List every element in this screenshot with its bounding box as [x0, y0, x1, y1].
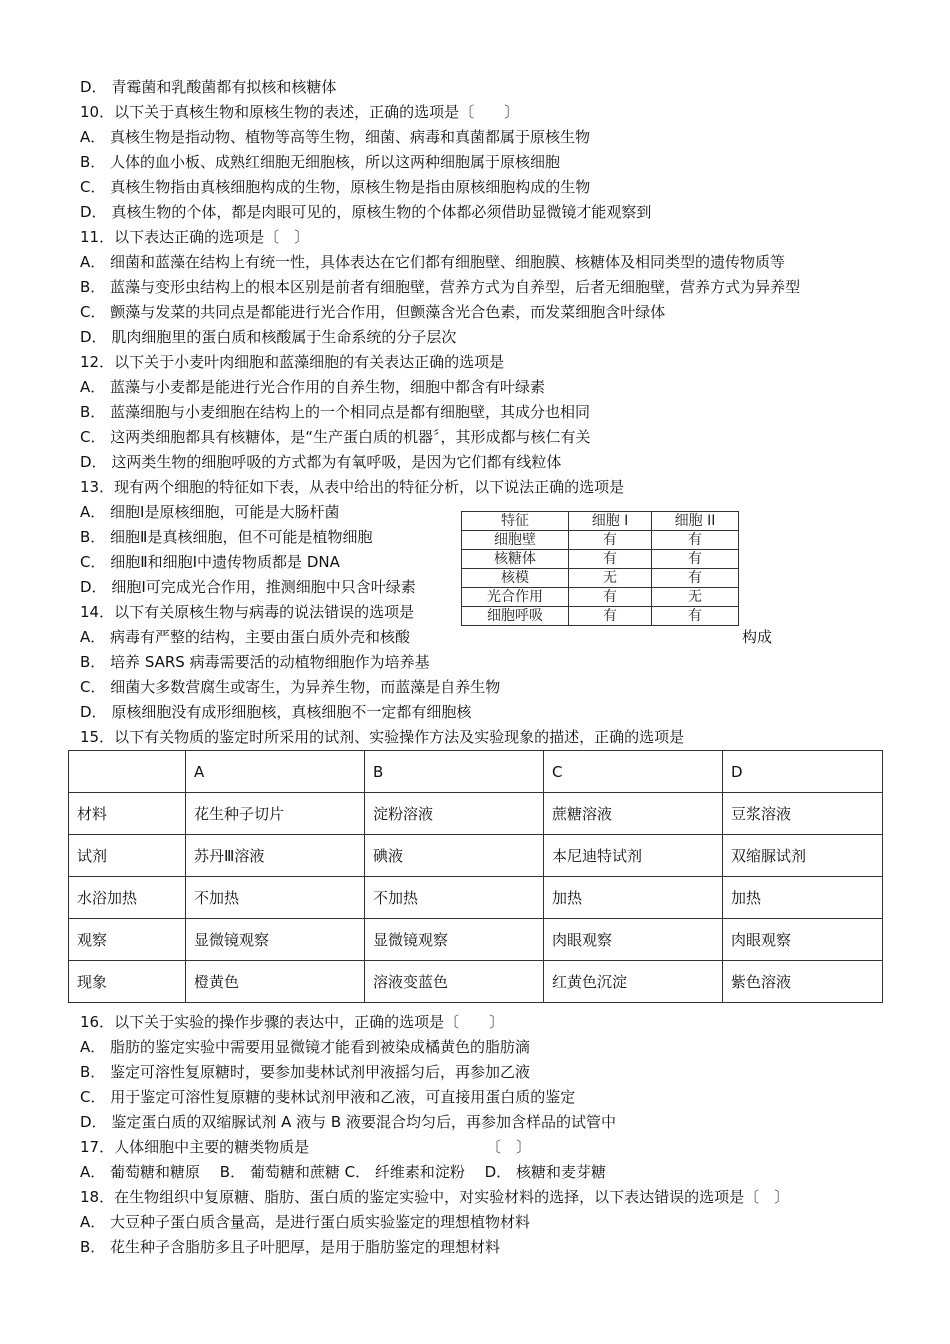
table-cell: 本尼迪特试剂 — [544, 835, 723, 877]
q18-option-a: A． 大豆种子蛋白质含量高，是进行蛋白质实验鉴定的理想植物材料 — [80, 1213, 531, 1231]
table-row — [462, 531, 739, 550]
q12-option-c: C． 这两类细胞都具有核糖体，是“生产蛋白质的机器〞，其形成都与核仁有关 — [80, 428, 591, 446]
reagent-test-table — [68, 750, 883, 1003]
table-cell: 花生种子切片 — [186, 793, 365, 835]
q18-stem: 18．在生物组织中复原糖、脂肪、蛋白质的鉴定实验中，对实验材料的选择，以下表达错误的选项是〔 〕 — [80, 1188, 790, 1206]
q12-option-b: B． 蓝藻细胞与小麦细胞在结构上的一个相同点是都有细胞壁，其成分也相同 — [80, 403, 591, 421]
q11-stem: 11．以下表达正确的选项是〔 〕 — [80, 228, 310, 246]
q10-option-a: A． 真核生物是指动物、植物等高等生物，细菌、病毒和真菌都属于原核生物 — [80, 128, 591, 146]
table-cell: 苏丹Ⅲ溶液 — [186, 835, 365, 877]
q13-stem: 13．现有两个细胞的特征如下表，从表中给出的特征分析，以下说法正确的选项是 — [80, 478, 625, 496]
table-cell: 核模 — [462, 569, 569, 588]
table-header-cell — [69, 751, 186, 793]
table-header-cell: B — [365, 751, 544, 793]
q17-stem: 17．人体细胞中主要的糖类物质是 — [80, 1138, 310, 1156]
q17-options: A． 葡萄糖和糖原 B． 葡萄糖和蔗糖 C． 纤维素和淀粉 D． 核糖和麦芽糖 — [80, 1163, 606, 1181]
table-cell: 有 — [569, 607, 652, 626]
table-cell: 蔗糖溶液 — [544, 793, 723, 835]
q13-option-c: C． 细胞Ⅱ和细胞Ⅰ中遗传物质都是 DNA — [80, 553, 340, 571]
table-cell: 有 — [652, 531, 739, 550]
table-cell: 不加热 — [186, 877, 365, 919]
table-row — [462, 569, 739, 588]
q14-option-b: B． 培养 SARS 病毒需要活的动植物细胞作为培养基 — [80, 653, 430, 671]
table-cell: 有 — [569, 550, 652, 569]
table-cell: 紫色溶液 — [723, 961, 883, 1003]
table-cell: 光合作用 — [462, 588, 569, 607]
table-cell: 有 — [569, 531, 652, 550]
table-cell: 红黄色沉淀 — [544, 961, 723, 1003]
q16-option-b: B． 鉴定可溶性复原糖时，要参加斐林试剂甲液摇匀后，再参加乙液 — [80, 1063, 531, 1081]
table-header-cell: A — [186, 751, 365, 793]
q13-option-b: B． 细胞Ⅱ是真核细胞，但不可能是植物细胞 — [80, 528, 373, 546]
q13-option-a: A． 细胞Ⅰ是原核细胞，可能是大肠杆菌 — [80, 503, 340, 521]
table-cell: 水浴加热 — [69, 877, 186, 919]
q11-option-b: B． 蓝藻与变形虫结构上的根本区别是前者有细胞壁，营养方式为自养型，后者无细胞壁，营养方式为异养型 — [80, 278, 801, 296]
table-cell: 观察 — [69, 919, 186, 961]
table-row — [462, 550, 739, 569]
table-row — [462, 588, 739, 607]
table-row — [69, 835, 883, 877]
q12-stem: 12．以下关于小麦叶肉细胞和蓝藻细胞的有关表达正确的选项是 — [80, 353, 505, 371]
table-header-cell: 特征 — [462, 512, 569, 531]
table-cell: 加热 — [723, 877, 883, 919]
table-header-cell: 细胞 I — [569, 512, 652, 531]
table-cell: 有 — [652, 550, 739, 569]
table-header-cell: 细胞 II — [652, 512, 739, 531]
table-cell: 豆浆溶液 — [723, 793, 883, 835]
q14-option-d: D． 原核细胞没有成形细胞核，真核细胞不一定都有细胞核 — [80, 703, 472, 721]
table-header-cell: D — [723, 751, 883, 793]
table-cell: 无 — [569, 569, 652, 588]
table-header-row — [462, 512, 739, 531]
q10-option-d: D． 真核生物的个体，都是肉眼可见的，原核生物的个体都必须借助显微镜才能观察到 — [80, 203, 652, 221]
table-cell: 核糖体 — [462, 550, 569, 569]
q14-option-a: A． 病毒有严整的结构，主要由蛋白质外壳和核酸 — [80, 628, 411, 646]
table-cell: 加热 — [544, 877, 723, 919]
table-cell: 橙黄色 — [186, 961, 365, 1003]
q11-option-c: C． 颤藻与发菜的共同点是都能进行光合作用，但颤藻含光合色素，而发菜细胞含叶绿体 — [80, 303, 666, 321]
table-cell: 肉眼观察 — [723, 919, 883, 961]
q12-option-a: A． 蓝藻与小麦都是能进行光合作用的自养生物，细胞中都含有叶绿素 — [80, 378, 546, 396]
cell-features-table — [461, 511, 739, 626]
table-cell: 细胞呼吸 — [462, 607, 569, 626]
table-row — [69, 961, 883, 1003]
q10-stem: 10．以下关于真核生物和原核生物的表述，正确的选项是〔 〕 — [80, 103, 520, 121]
table-cell: 细胞壁 — [462, 531, 569, 550]
q16-option-d: D． 鉴定蛋白质的双缩脲试剂 A 液与 B 液要混合均匀后，再参加含样品的试管中 — [80, 1113, 616, 1131]
q10-option-b: B． 人体的血小板、成熟红细胞无细胞核，所以这两种细胞属于原核细胞 — [80, 153, 561, 171]
q18-option-b: B． 花生种子含脂肪多且子叶肥厚，是用于脂肪鉴定的理想材料 — [80, 1238, 501, 1256]
table-cell: 淀粉溶液 — [365, 793, 544, 835]
q16-stem: 16．以下关于实验的操作步骤的表达中，正确的选项是〔 〕 — [80, 1013, 505, 1031]
table-cell: 现象 — [69, 961, 186, 1003]
table-cell: 无 — [652, 588, 739, 607]
q9-option-d: D． 青霉菌和乳酸菌都有拟核和核糖体 — [80, 78, 337, 96]
table-row — [69, 877, 883, 919]
q14-option-c: C． 细菌大多数营腐生或寄生，为异养生物，而蓝藻是自养生物 — [80, 678, 501, 696]
table-cell: 不加热 — [365, 877, 544, 919]
table-cell: 碘液 — [365, 835, 544, 877]
q12-option-d: D． 这两类生物的细胞呼吸的方式都为有氧呼吸，是因为它们都有线粒体 — [80, 453, 562, 471]
table-row — [69, 793, 883, 835]
q16-option-c: C． 用于鉴定可溶性复原糖的斐林试剂甲液和乙液，可直接用蛋白质的鉴定 — [80, 1088, 576, 1106]
table-cell: 试剂 — [69, 835, 186, 877]
q10-option-c: C． 真核生物指由真核细胞构成的生物，原核生物是指由原核细胞构成的生物 — [80, 178, 591, 196]
q15-stem: 15．以下有关物质的鉴定时所采用的试剂、实验操作方法及实验现象的描述，正确的选项是 — [80, 728, 685, 746]
q17-answer-bracket: 〔 〕 — [486, 1138, 532, 1156]
q16-option-a: A． 脂肪的鉴定实验中需要用显微镜才能看到被染成橘黄色的脂肪滴 — [80, 1038, 531, 1056]
table-header-row — [69, 751, 883, 793]
table-cell: 有 — [652, 569, 739, 588]
table-row — [462, 607, 739, 626]
table-cell: 材料 — [69, 793, 186, 835]
table-cell: 溶液变蓝色 — [365, 961, 544, 1003]
q11-option-a: A． 细菌和蓝藻在结构上有统一性，具体表达在它们都有细胞壁、细胞膜、核糖体及相同类型的遗传物质等 — [80, 253, 786, 271]
q14-option-a-tail: 构成 — [742, 628, 773, 646]
q14-stem: 14．以下有关原核生物与病毒的说法错误的选项是 — [80, 603, 415, 621]
table-cell: 双缩脲试剂 — [723, 835, 883, 877]
table-cell: 有 — [569, 588, 652, 607]
table-cell: 有 — [652, 607, 739, 626]
table-row — [69, 919, 883, 961]
q11-option-d: D． 肌肉细胞里的蛋白质和核酸属于生命系统的分子层次 — [80, 328, 457, 346]
table-cell: 显微镜观察 — [186, 919, 365, 961]
table-cell: 肉眼观察 — [544, 919, 723, 961]
q13-option-d: D． 细胞Ⅰ可完成光合作用，推测细胞中只含叶绿素 — [80, 578, 416, 596]
table-cell: 显微镜观察 — [365, 919, 544, 961]
table-header-cell: C — [544, 751, 723, 793]
